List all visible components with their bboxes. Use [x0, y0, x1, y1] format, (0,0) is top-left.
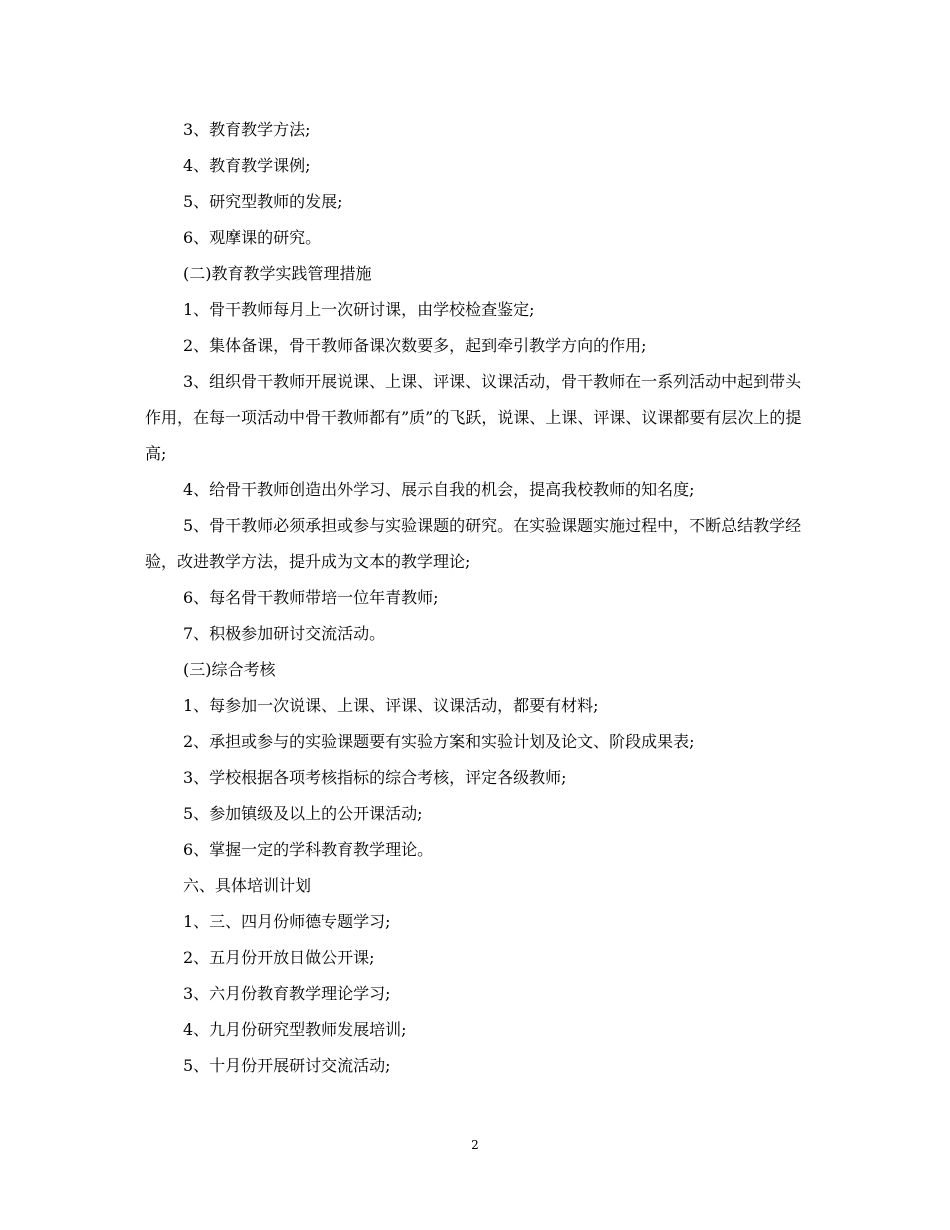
document-body	[145, 112, 810, 1084]
paragraph-21: 2、五月份开放日做公开课;	[183, 948, 375, 967]
paragraph-1: 3、教育教学方法;	[183, 120, 311, 139]
paragraph-22: 3、六月份教育教学理论学习;	[183, 984, 391, 1003]
paragraph-10: 5、骨干教师必须承担或参与实验课题的研究。在实验课题实施过程中，不断总结教学经验，改进教学方法，提升成为文本的教学理论;	[145, 516, 802, 571]
paragraph-6: 1、骨干教师每月上一次研讨课，由学校检查鉴定;	[183, 300, 535, 319]
paragraph-12: 7、积极参加研讨交流活动。	[183, 624, 386, 643]
paragraph-9: 4、给骨干教师创造出外学习、展示自我的机会，提高我校教师的知名度;	[183, 480, 695, 499]
paragraph-20: 1、三、四月份师德专题学习;	[183, 912, 391, 931]
paragraph-24: 5、十月份开展研讨交流活动;	[183, 1056, 391, 1075]
paragraph-16: 3、学校根据各项考核指标的综合考核，评定各级教师;	[183, 768, 567, 787]
section-heading-6: 六、具体培训计划	[183, 876, 312, 895]
section-heading-3: (三)综合考核	[183, 660, 276, 679]
paragraph-11: 6、每名骨干教师带培一位年青教师;	[183, 588, 439, 607]
paragraph-14: 1、每参加一次说课、上课、评课、议课活动，都要有材料;	[183, 696, 599, 715]
paragraph-15: 2、承担或参与的实验课题要有实验方案和实验计划及论文、阶段成果表;	[183, 732, 695, 751]
page-number: 2	[471, 1138, 479, 1152]
paragraph-4: 6、观摩课的研究。	[183, 228, 322, 247]
paragraph-17: 5、参加镇级及以上的公开课活动;	[183, 804, 423, 823]
paragraph-8: 3、组织骨干教师开展说课、上课、评课、议课活动，骨干教师在一系列活动中起到带头作用，在每一项活动中骨干教师都有”质”的飞跃，说课、上课、评课、议课都要有层次上的提高;	[145, 372, 802, 463]
paragraph-2: 4、教育教学课例;	[183, 156, 311, 175]
paragraph-23: 4、九月份研究型教师发展培训;	[183, 1020, 407, 1039]
paragraph-3: 5、研究型教师的发展;	[183, 192, 343, 211]
section-heading-2: (二)教育教学实践管理措施	[183, 264, 372, 283]
paragraph-18: 6、掌握一定的学科教育教学理论。	[183, 840, 434, 859]
paragraph-7: 2、集体备课，骨干教师备课次数要多，起到牵引教学方向的作用;	[183, 336, 647, 355]
